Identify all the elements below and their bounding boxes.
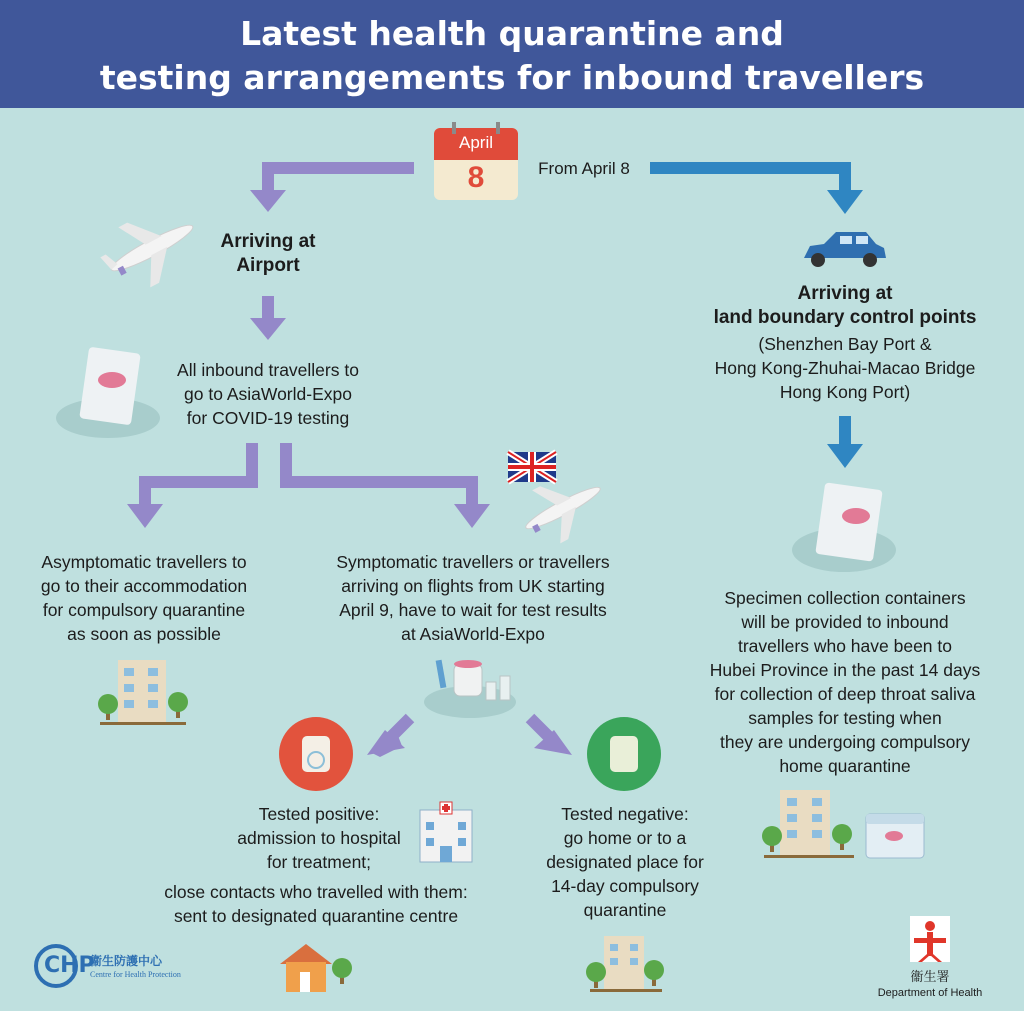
specimen-container-icon	[792, 482, 896, 572]
building-icon	[98, 660, 188, 725]
airport-testing-text: All inbound travellers to go to AsiaWorld-Expo for COVID-19 testing	[177, 360, 359, 428]
building-icon	[586, 936, 664, 992]
doh-logo-icon	[910, 916, 950, 962]
doh-logo-english: Department of Health	[877, 987, 983, 999]
positive-text: Tested positive: admission to hospital for treatment;	[237, 804, 401, 872]
specimen-text: Specimen collection containers will be provided to inbound travellers who have been to Hubei Province in the past 14 days for collection of deep throat saliva samples for testing when they are undergoing compulsory home quarantine	[709, 588, 981, 776]
negative-result-icon	[587, 717, 661, 791]
doh-logo-chinese: 衞生署	[910, 969, 950, 984]
chp-logo-english: Centre for Health Protection	[90, 970, 181, 979]
positive-result-icon	[279, 717, 353, 791]
calendar-day: 8	[467, 161, 485, 194]
chp-logo-chinese: 衞生防護中心	[90, 954, 163, 968]
asymptomatic-text: Asymptomatic travellers to go to their accommodation for compulsory quarantine as soon as possible	[40, 552, 248, 644]
symptomatic-text: Symptomatic travellers or travellers arriving on flights from UK starting April 9, have to wait for test results at AsiaWorld-Expo	[336, 552, 610, 644]
car-icon	[804, 232, 886, 267]
test-kit-icon	[424, 660, 516, 718]
close-contacts-text: close contacts who travelled with them: sent to designated quarantine centre	[164, 882, 468, 926]
specimen-box-icon	[866, 814, 924, 858]
from-date-label: From April 8	[538, 159, 630, 178]
calendar-month: April	[458, 133, 493, 152]
building-icon	[762, 790, 854, 858]
airport-heading: Arriving at Airport	[220, 231, 316, 276]
title-line-1: Latest health quarantine and	[240, 14, 784, 53]
negative-text: Tested negative: go home or to a designated place for 14-day compulsory quarantine	[546, 804, 704, 920]
chp-logo	[38, 950, 208, 986]
land-heading: Arriving at land boundary control points	[713, 283, 977, 328]
land-ports-text: (Shenzhen Bay Port & Hong Kong-Zhuhai-Macao Bridge Hong Kong Port)	[714, 334, 976, 402]
house-icon	[280, 944, 352, 992]
chp-logo-mark: CHP	[44, 953, 95, 978]
uk-flight-icon	[508, 452, 614, 554]
title-line-2: testing arrangements for inbound travellers	[99, 58, 925, 97]
